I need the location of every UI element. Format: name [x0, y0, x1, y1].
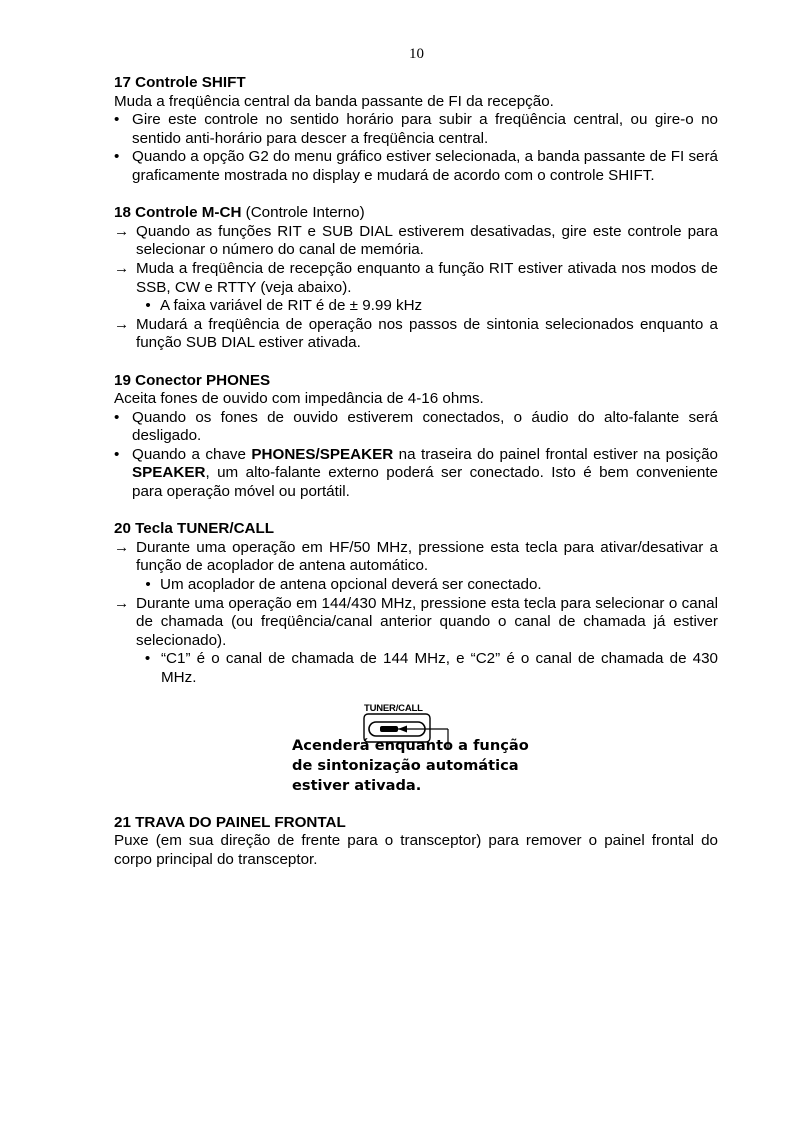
list-item-text: Muda a freqüência de recepção enquanto a função RIT estiver ativada nos modos de SSB, CW e RTTY (veja abaixo).: [136, 259, 718, 296]
list-item-text: Durante uma operação em HF/50 MHz, pressione esta tecla para ativar/desativar a função de acoplador de antena automático.: [136, 538, 718, 575]
list-item-text: Quando os fones de ouvido estiverem conectados, o áudio do alto-falante será desligado.: [132, 408, 718, 445]
section-18-title: [114, 204, 718, 223]
speaker-position-label: SPEAKER: [132, 464, 206, 482]
bullet-icon: •: [114, 148, 120, 166]
section-19-intro: Aceita fones de ouvido com impedância de 4-16 ohms.: [114, 390, 484, 408]
bullet-icon: •: [114, 408, 120, 426]
arrow-right-icon: →: [114, 222, 130, 240]
list-item-text: “C1” é o canal de chamada de 144 MHz, e “C2” é o canal de chamada de 430 MHz.: [161, 650, 718, 686]
list-item-text: Quando as funções RIT e SUB DIAL estiverem desativadas, gire este controle para selecionar o número do canal de memória.: [136, 222, 718, 259]
section-17-title: 17 Controle SHIFT: [114, 74, 246, 91]
list-item: [114, 111, 718, 148]
bullet-icon: •: [114, 445, 120, 463]
list-item: [114, 260, 718, 297]
list-item-text: Quando a opção G2 do menu gráfico estiver selecionada, a banda passante de FI será graficamente mostrada no display e mudará de acordo com o controle SHIFT.: [132, 148, 718, 184]
section-21-title: 21 TRAVA DO PAINEL FRONTAL: [114, 813, 346, 831]
sub-list-item: [136, 576, 718, 595]
list-item: [114, 148, 718, 185]
list-item: [114, 223, 718, 260]
list-item-text: [132, 446, 718, 502]
sub-list-item: [136, 297, 718, 316]
bullet-icon: •: [145, 297, 151, 315]
section-21-text: Puxe (em sua direção de frente para o transceptor) para remover o painel frontal do corpo principal do transceptor.: [114, 832, 718, 868]
section-17-shift: [114, 74, 718, 186]
phones-speaker-switch-label: PHONES/SPEAKER: [251, 445, 394, 463]
list-item: [114, 539, 718, 576]
section-21-front-panel-lock: [114, 814, 718, 870]
section-19-phones: [114, 372, 718, 502]
document-body: [114, 74, 718, 888]
sub-list-item: [134, 650, 718, 687]
section-18-title-text: 18 Controle M-CH: [114, 204, 242, 222]
list-item-text: Mudará a freqüência de operação nos passos de sintonia selecionados enquanto a função SUB DIAL estiver ativada.: [136, 315, 718, 352]
list-item: [114, 409, 718, 446]
bullet-icon: •: [145, 576, 151, 594]
section-18-title-note: (Controle Interno): [245, 204, 365, 222]
arrow-right-icon: →: [114, 315, 130, 333]
arrow-right-icon: →: [114, 538, 130, 556]
section-19-title: 19 Conector PHONES: [114, 371, 271, 389]
list-item: [114, 316, 718, 353]
bullet-icon: •: [114, 111, 120, 129]
section-20-title: 20 Tecla TUNER/CALL: [114, 520, 275, 538]
bullet-icon: •: [144, 650, 151, 668]
list-item-text: Um acoplador de antena opcional deverá ser conectado.: [160, 576, 542, 594]
section-18-m-ch: [114, 204, 718, 353]
tuner-call-figure-caption: Acenderá enquanto a função de sintonização automática estiver ativada.: [292, 736, 529, 794]
arrow-right-icon: →: [114, 259, 130, 277]
tuner-call-figure: [114, 694, 718, 802]
list-item-text: Durante uma operação em 144/430 MHz, pressione esta tecla para selecionar o canal de chamada (ou freqüência/canal anterior quando o canal de chamada já estiver selecionado).: [136, 594, 718, 649]
list-item-text: A faixa variável de RIT é de ± 9.99 kHz: [160, 297, 423, 315]
text-span: na traseira do painel frontal estiver na posição: [398, 445, 718, 463]
list-item: [114, 595, 718, 651]
arrow-right-icon: →: [114, 594, 130, 612]
list-item: [114, 446, 718, 502]
tuner-call-key-label: TUNER/CALL: [364, 702, 423, 714]
text-span: Quando a chave: [132, 445, 246, 463]
section-17-intro: Muda a freqüência central da banda passante de FI da recepção.: [114, 92, 554, 110]
tuner-call-led-indicator: [380, 726, 398, 732]
text-span: , um alto-falante externo poderá ser conectado. Isto é bem conveniente para operação móvel ou portátil.: [132, 464, 718, 501]
list-item-text: Gire este controle no sentido horário para subir a freqüência central, ou gire-o no sentido anti-horário para descer a freqüência central.: [132, 111, 718, 147]
section-20-tuner-call: [114, 520, 718, 801]
page-number: 10: [409, 46, 424, 62]
